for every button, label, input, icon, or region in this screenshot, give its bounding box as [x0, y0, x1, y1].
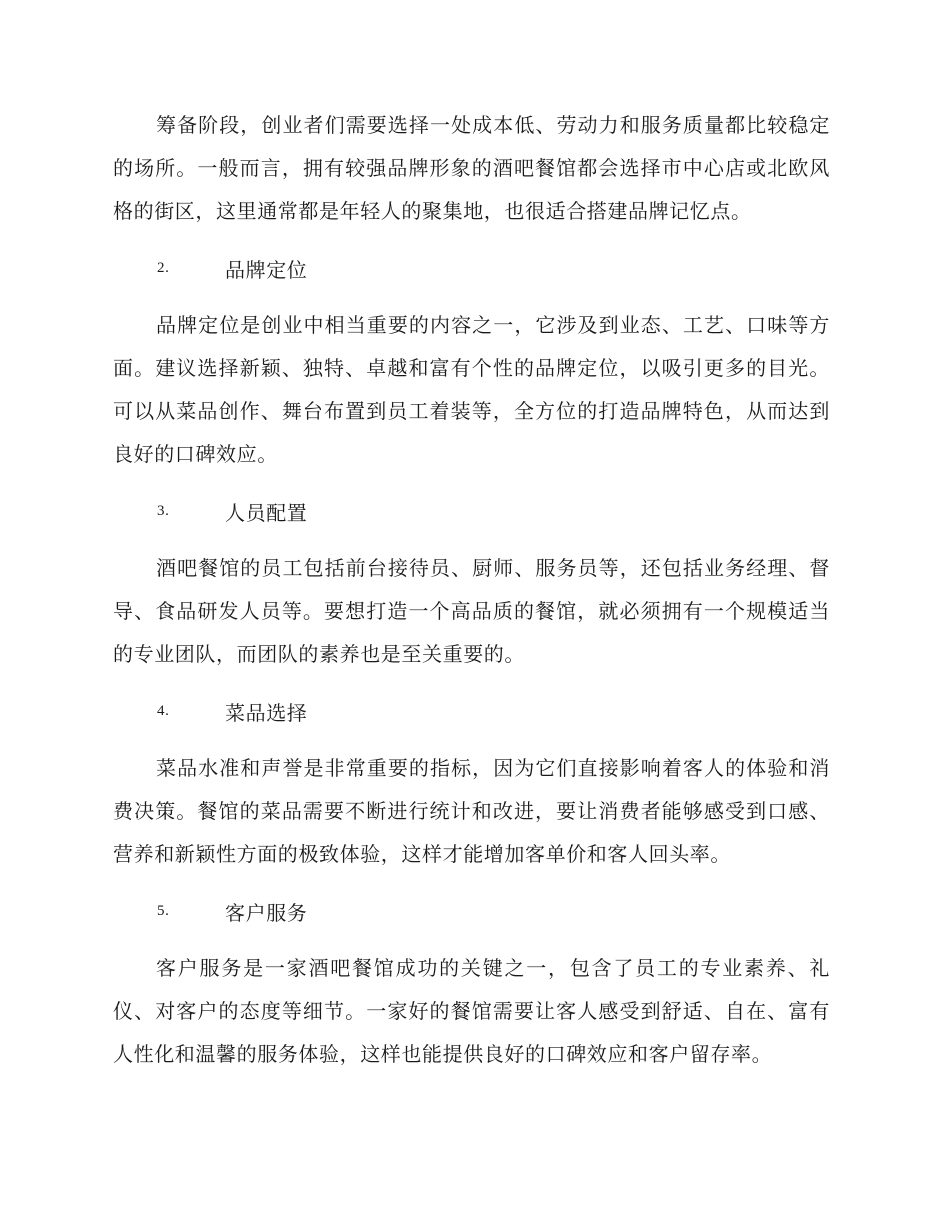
section-title: 人员配置: [225, 501, 308, 525]
section-heading-staffing: [113, 490, 830, 533]
section-body-customer-service: 客户服务是一家酒吧餐馆成功的关键之一，包含了员工的专业素养、礼仪、对客户的态度等细节。一家好的餐馆需要让客人感受到舒适、自在、富有人性化和温馨的服务体验，这样也能提供良好的口碑效应和客户留存率。: [113, 956, 830, 1066]
intro-paragraph: 筹备阶段，创业者们需要选择一处成本低、劳动力和服务质量都比较稳定的场所。一般而言，拥有较强品牌形象的酒吧餐馆都会选择市中心店或北欧风格的街区，这里通常都是年轻人的聚集地，也很适合搭建品牌记忆点。: [113, 113, 830, 223]
section-body-brand-positioning: 品牌定位是创业中相当重要的内容之一，它涉及到业态、工艺、口味等方面。建议选择新颖、独特、卓越和富有个性的品牌定位，以吸引更多的目光。可以从菜品创作、舞台布置到员工着装等，全方位的打造品牌特色，从而达到良好的口碑效应。: [113, 313, 830, 466]
section-number: 2.: [157, 260, 170, 276]
section-heading-brand-positioning: [113, 247, 830, 290]
section-title: 品牌定位: [225, 258, 308, 282]
section-title: 菜品选择: [225, 701, 308, 725]
section-title: 客户服务: [225, 901, 308, 925]
section-heading-customer-service: [113, 890, 830, 933]
section-body-staffing: 酒吧餐馆的员工包括前台接待员、厨师、服务员等，还包括业务经理、督导、食品研发人员等。要想打造一个高品质的餐馆，就必须拥有一个规模适当的专业团队，而团队的素养也是至关重要的。: [113, 556, 830, 666]
section-number: 4.: [157, 703, 170, 719]
section-number: 3.: [157, 503, 170, 519]
section-body-menu-selection: 菜品水准和声誉是非常重要的指标，因为它们直接影响着客人的体验和消费决策。餐馆的菜品需要不断进行统计和改进，要让消费者能够感受到口感、营养和新颖性方面的极致体验，这样才能增加客单价和客人回头率。: [113, 756, 830, 866]
section-heading-menu-selection: [113, 690, 830, 733]
section-number: 5.: [157, 903, 170, 919]
